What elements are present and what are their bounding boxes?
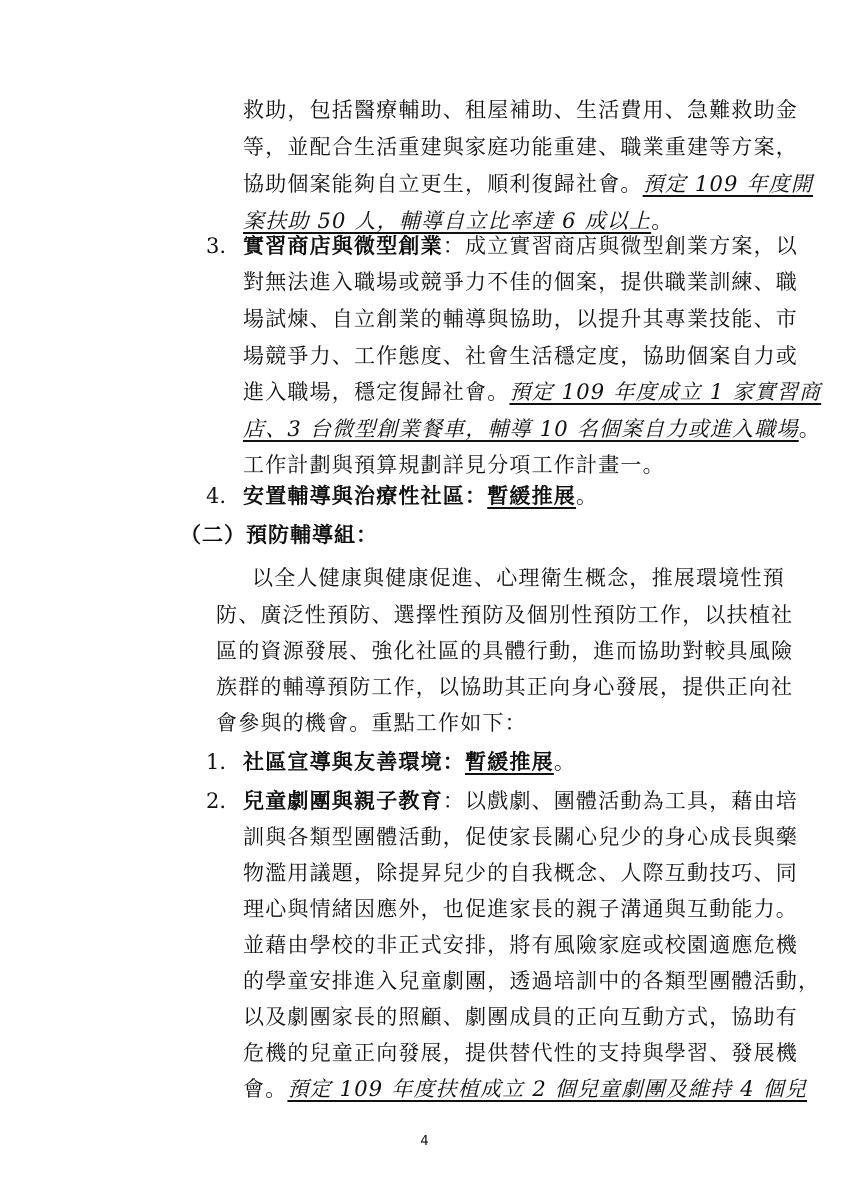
paragraph-line bbox=[243, 414, 821, 444]
paragraph-line bbox=[243, 377, 821, 407]
item-title: 社區宣導與友善環境： bbox=[243, 749, 465, 774]
paragraph-line: 並藉由學校的非正式安排，將有風險家庭或校園適應危機 bbox=[243, 933, 798, 957]
paragraph-line: 等，並配合生活重建與家庭功能重建、職業重建等方案， bbox=[243, 135, 798, 159]
item-title: 實習商店與微型創業 bbox=[243, 233, 443, 258]
paragraph-line: 物濫用議題，除提昇兒少的自我概念、人際互動技巧、同 bbox=[243, 861, 798, 885]
paragraph-line bbox=[243, 481, 598, 511]
plain-text: ：以戲劇、團體活動為工具，藉由培 bbox=[442, 789, 799, 813]
paragraph-line: 以及劇團家長的照顧、劇團成員的正向互動方式，協助有 bbox=[243, 1005, 798, 1029]
status-text: 暫緩推展 bbox=[487, 483, 577, 508]
plain-text: 協助個案能夠自立更生，順利復歸社會。 bbox=[243, 172, 643, 196]
paragraph-line: 場試煉、自立創業的輔導與協助，以提升其專業技能、市 bbox=[243, 307, 798, 331]
list-number: 2. bbox=[206, 789, 227, 813]
list-number: 4. bbox=[206, 484, 227, 508]
paragraph-line bbox=[243, 169, 813, 199]
paragraph-line bbox=[243, 231, 798, 261]
section-heading: （二）預防輔導組： bbox=[180, 522, 378, 547]
paragraph-line bbox=[243, 786, 798, 816]
plain-text: 。 bbox=[651, 209, 674, 233]
target-text: 預定 109 年度成立 1 家實習商 bbox=[509, 380, 822, 404]
target-text: 店、3 台微型創業餐車，輔導 10 名個案自力或進入職場 bbox=[243, 417, 799, 441]
plain-text: 。 bbox=[798, 417, 821, 441]
paragraph-line: 工作計劃與預算規劃詳見分項工作計畫一。 bbox=[243, 453, 665, 477]
paragraph-line: 危機的兒童正向發展，提供替代性的支持與學習、發展機 bbox=[243, 1041, 798, 1065]
target-text: 案扶助 50 人，輔導自立比率達 6 成以上 bbox=[243, 209, 652, 233]
page-number: 4 bbox=[420, 1134, 429, 1149]
item-title: 兒童劇團與親子教育 bbox=[243, 788, 443, 813]
paragraph-line: 防、廣泛性預防、選擇性預防及個別性預防工作，以扶植社 bbox=[216, 603, 794, 627]
paragraph-line bbox=[243, 747, 576, 777]
paragraph-line: 以全人健康與健康促進、心理衛生概念，推展環境性預 bbox=[252, 566, 785, 590]
paragraph-line: 訓與各類型團體活動，促使家長關心兒少的身心成長與藥 bbox=[243, 825, 798, 849]
paragraph-line: 的學童安排進入兒童劇團，透過培訓中的各類型團體活動， bbox=[243, 969, 821, 993]
plain-text: 。 bbox=[576, 484, 599, 508]
plain-text: 進入職場，穩定復歸社會。 bbox=[243, 380, 510, 404]
paragraph-line bbox=[243, 1074, 807, 1104]
paragraph-line: 理心與情緒因應外，也促進家長的親子溝通與互動能力。 bbox=[243, 897, 798, 921]
item-title: 安置輔導與治療性社區： bbox=[243, 483, 488, 508]
list-number: 3. bbox=[206, 234, 227, 258]
paragraph-line: 場競爭力、工作態度、社會生活穩定度，協助個案自力或 bbox=[243, 344, 798, 368]
status-text: 暫緩推展 bbox=[465, 749, 554, 774]
paragraph-line: 救助，包括醫療輔助、租屋補助、生活費用、急難救助金 bbox=[243, 98, 798, 122]
paragraph-line: 對無法進入職場或競爭力不佳的個案，提供職業訓練、職 bbox=[243, 270, 798, 294]
list-number: 1. bbox=[206, 750, 227, 774]
plain-text: ：成立實習商店與微型創業方案，以 bbox=[442, 234, 799, 258]
paragraph-line: 會參與的機會。重點工作如下： bbox=[216, 711, 527, 735]
paragraph-line: 區的資源發展、強化社區的具體行動，進而協助對較具風險 bbox=[216, 639, 794, 663]
target-text: 預定 109 年度開 bbox=[642, 172, 814, 196]
paragraph-line: 族群的輔導預防工作，以協助其正向身心發展，提供正向社 bbox=[216, 675, 794, 699]
plain-text: 會。 bbox=[243, 1077, 288, 1101]
target-text: 預定 109 年度扶植成立 2 個兒童劇團及維持 4 個兒 bbox=[287, 1077, 808, 1101]
plain-text: 。 bbox=[553, 750, 577, 774]
